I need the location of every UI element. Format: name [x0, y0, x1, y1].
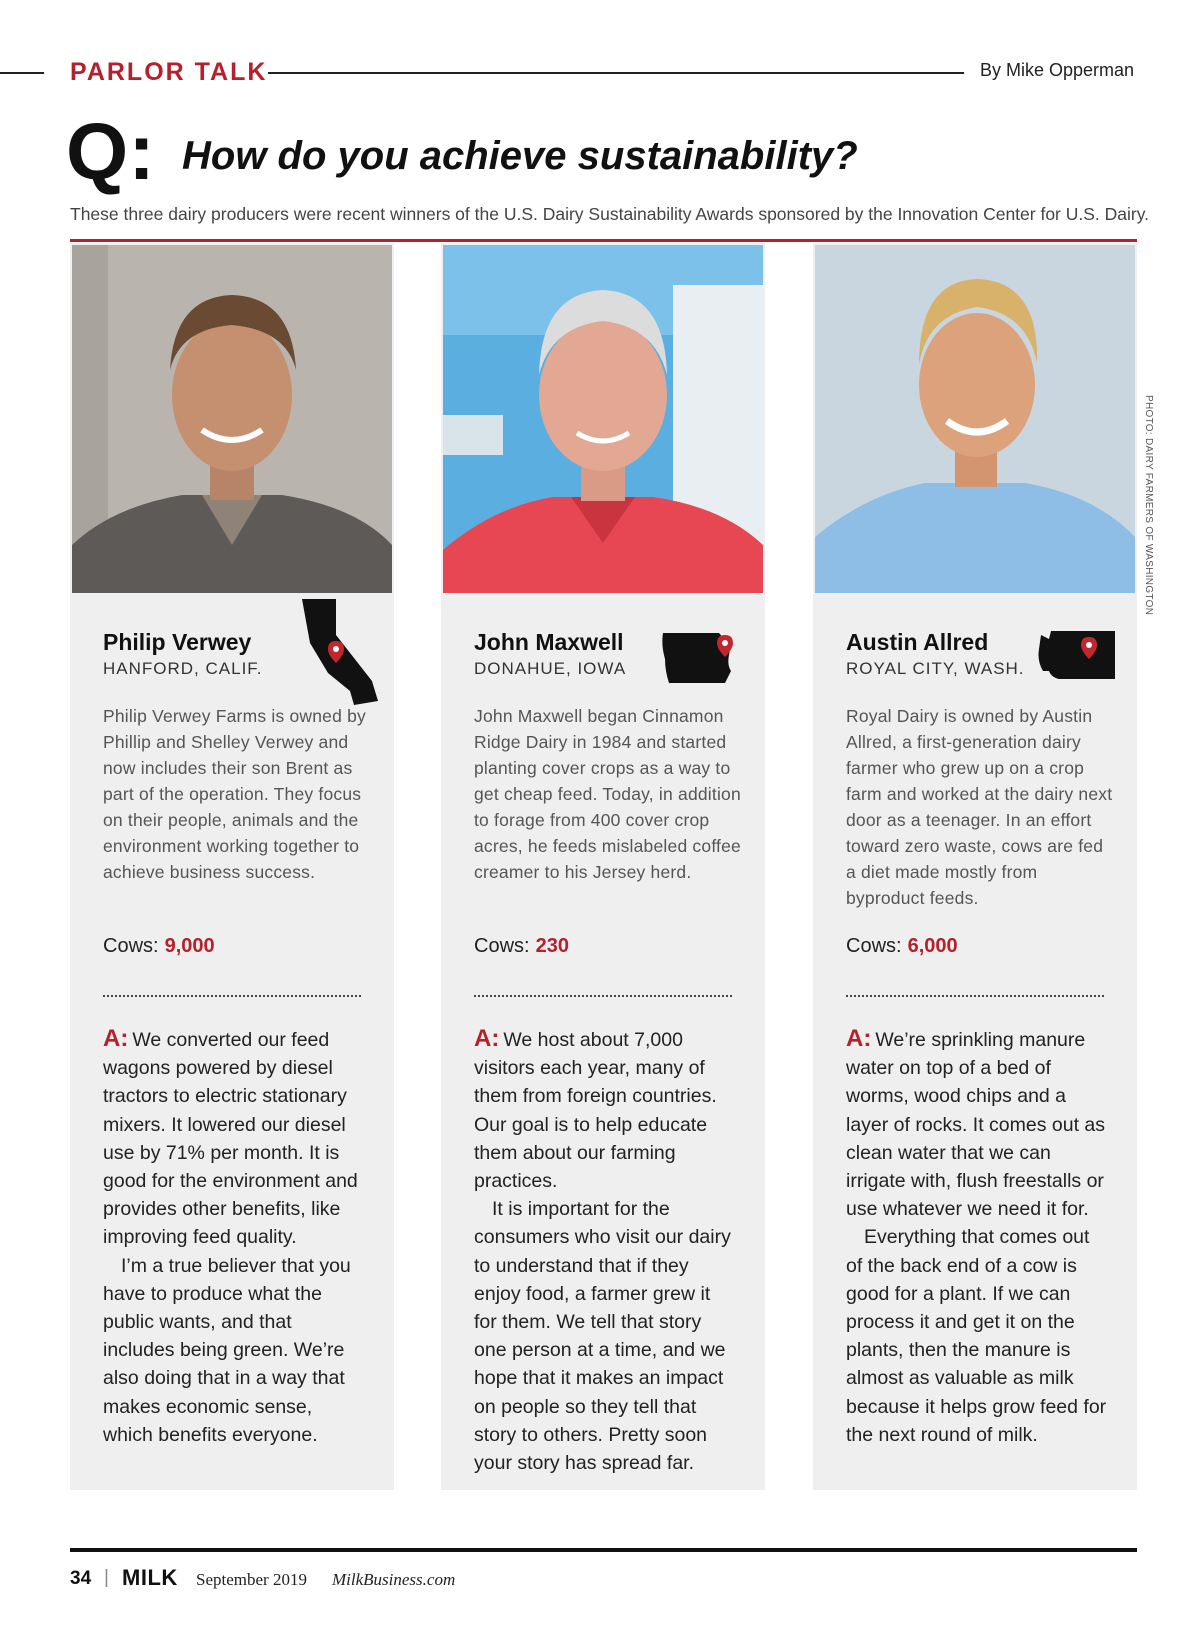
- answer-paragraph: I’m a true believer that you have to produce what the public wants, and that includes being green. We’re also doing that in a way that makes economic sense, which benefits everyone.: [103, 1254, 351, 1446]
- portrait-photo: [72, 245, 392, 593]
- dotted-divider: [846, 995, 1104, 997]
- washington-map-icon: [1035, 627, 1117, 690]
- answer-text: [103, 1025, 367, 1449]
- page-number: 34: [70, 1568, 92, 1589]
- answer-label: A:: [474, 1025, 500, 1052]
- footer-separator: |: [104, 1567, 109, 1588]
- answer-paragraph-text: We converted our feed wagons powered by diesel tractors to electric stationary mixers. It lowered our diesel use by 71% per month. It is good for the environment and provides other benefits, like improving feed quality.: [103, 1029, 358, 1249]
- question-mark-label: Q:: [66, 107, 155, 196]
- accent-rule: [70, 239, 1137, 242]
- profile-name: Philip Verwey: [103, 629, 252, 655]
- profile-card: [441, 243, 765, 1490]
- footer-rule: [70, 1548, 1137, 1552]
- portrait-photo: [443, 245, 763, 593]
- issue-date: September 2019: [196, 1570, 307, 1589]
- profile-name: Austin Allred: [846, 629, 989, 655]
- dotted-divider: [103, 995, 361, 997]
- dotted-divider: [474, 995, 732, 997]
- iowa-map-icon: [661, 631, 741, 690]
- website: MilkBusiness.com: [332, 1570, 456, 1589]
- profile-card: [813, 243, 1137, 1490]
- header-rule-left: [0, 72, 44, 74]
- portrait-photo: [815, 245, 1135, 593]
- header-rule: [268, 72, 964, 74]
- answer-paragraph: [846, 1025, 1110, 1223]
- headline: How do you achieve sustainability?: [182, 134, 858, 178]
- answer-paragraph: [103, 1025, 367, 1252]
- profile-card: [70, 243, 394, 1490]
- cow-count-label: Cows:: [474, 935, 530, 957]
- answer-label: A:: [846, 1025, 872, 1052]
- profile-location: HANFORD, CALIF.: [103, 659, 263, 678]
- answer-paragraph: Everything that comes out of the back end of a cow is good for a plant. If we can process it and get it on the plants, then the manure is almost as valuable as milk because it helps grow feed for the next round of milk.: [846, 1226, 1107, 1446]
- answer-paragraph-text: We’re sprinkling manure water on top of a bed of worms, wood chips and a layer of rocks. It comes out as clean water that we can irrigate with, flush freestalls or use whatever we need it for.: [846, 1029, 1106, 1221]
- byline: By Mike Opperman: [980, 60, 1135, 80]
- cow-count-label: Cows:: [103, 935, 159, 957]
- cow-count-label: Cows:: [846, 935, 902, 957]
- subheadline: These three dairy producers were recent winners of the U.S. Dairy Sustainability Awards sponsored by the Innovation Center for U.S. Dairy.: [70, 204, 1150, 224]
- magazine-logo: MILK: [122, 1565, 178, 1590]
- answer-text: [846, 1025, 1110, 1449]
- section-label: PARLOR TALK: [70, 58, 268, 86]
- cow-count-value: 9,000: [164, 935, 215, 957]
- cow-count: [474, 935, 569, 958]
- profile-location: ROYAL CITY, WASH.: [846, 659, 1025, 678]
- answer-text: [474, 1025, 738, 1477]
- photo-credit: PHOTO: DAIRY FARMERS OF WASHINGTON: [1143, 395, 1154, 616]
- cow-count: [846, 935, 958, 958]
- profile-bio: Philip Verwey Farms is owned by Phillip and Shelley Verwey and now includes their son Brent as part of the operation. They focus on their people, animals and the environment working together to achieve business success.: [103, 706, 366, 882]
- answer-paragraph: [474, 1025, 738, 1195]
- cow-count-value: 230: [535, 935, 569, 957]
- profile-bio: Royal Dairy is owned by Austin Allred, a first-generation dairy farmer who grew up on a crop farm and worked at the dairy next door as a teenager. In an effort toward zero waste, cows are fed a diet made mostly from byproduct feeds.: [846, 706, 1113, 908]
- cow-count-value: 6,000: [907, 935, 958, 957]
- profile-name: John Maxwell: [474, 629, 624, 655]
- answer-paragraph: It is important for the consumers who visit our dairy to understand that if they enjoy food, a farmer grew it for them. We tell that story one person at a time, and we hope that it makes an impact on people so they tell that story to others. Pretty soon your story has spread far.: [474, 1198, 731, 1475]
- profile-bio: John Maxwell began Cinnamon Ridge Dairy in 1984 and started planting cover crops as a way to get cheap feed. Today, in addition to forage from 400 cover crop acres, he feeds mislabeled coffee creamer to his Jersey herd.: [474, 706, 741, 882]
- answer-paragraph-text: We host about 7,000 visitors each year, many of them from foreign countries. Our goal is to help educate them about our farming practices.: [474, 1029, 717, 1193]
- cow-count: [103, 935, 215, 958]
- california-map-icon: [302, 597, 382, 714]
- profile-location: DONAHUE, IOWA: [474, 659, 627, 678]
- answer-label: A:: [103, 1025, 129, 1052]
